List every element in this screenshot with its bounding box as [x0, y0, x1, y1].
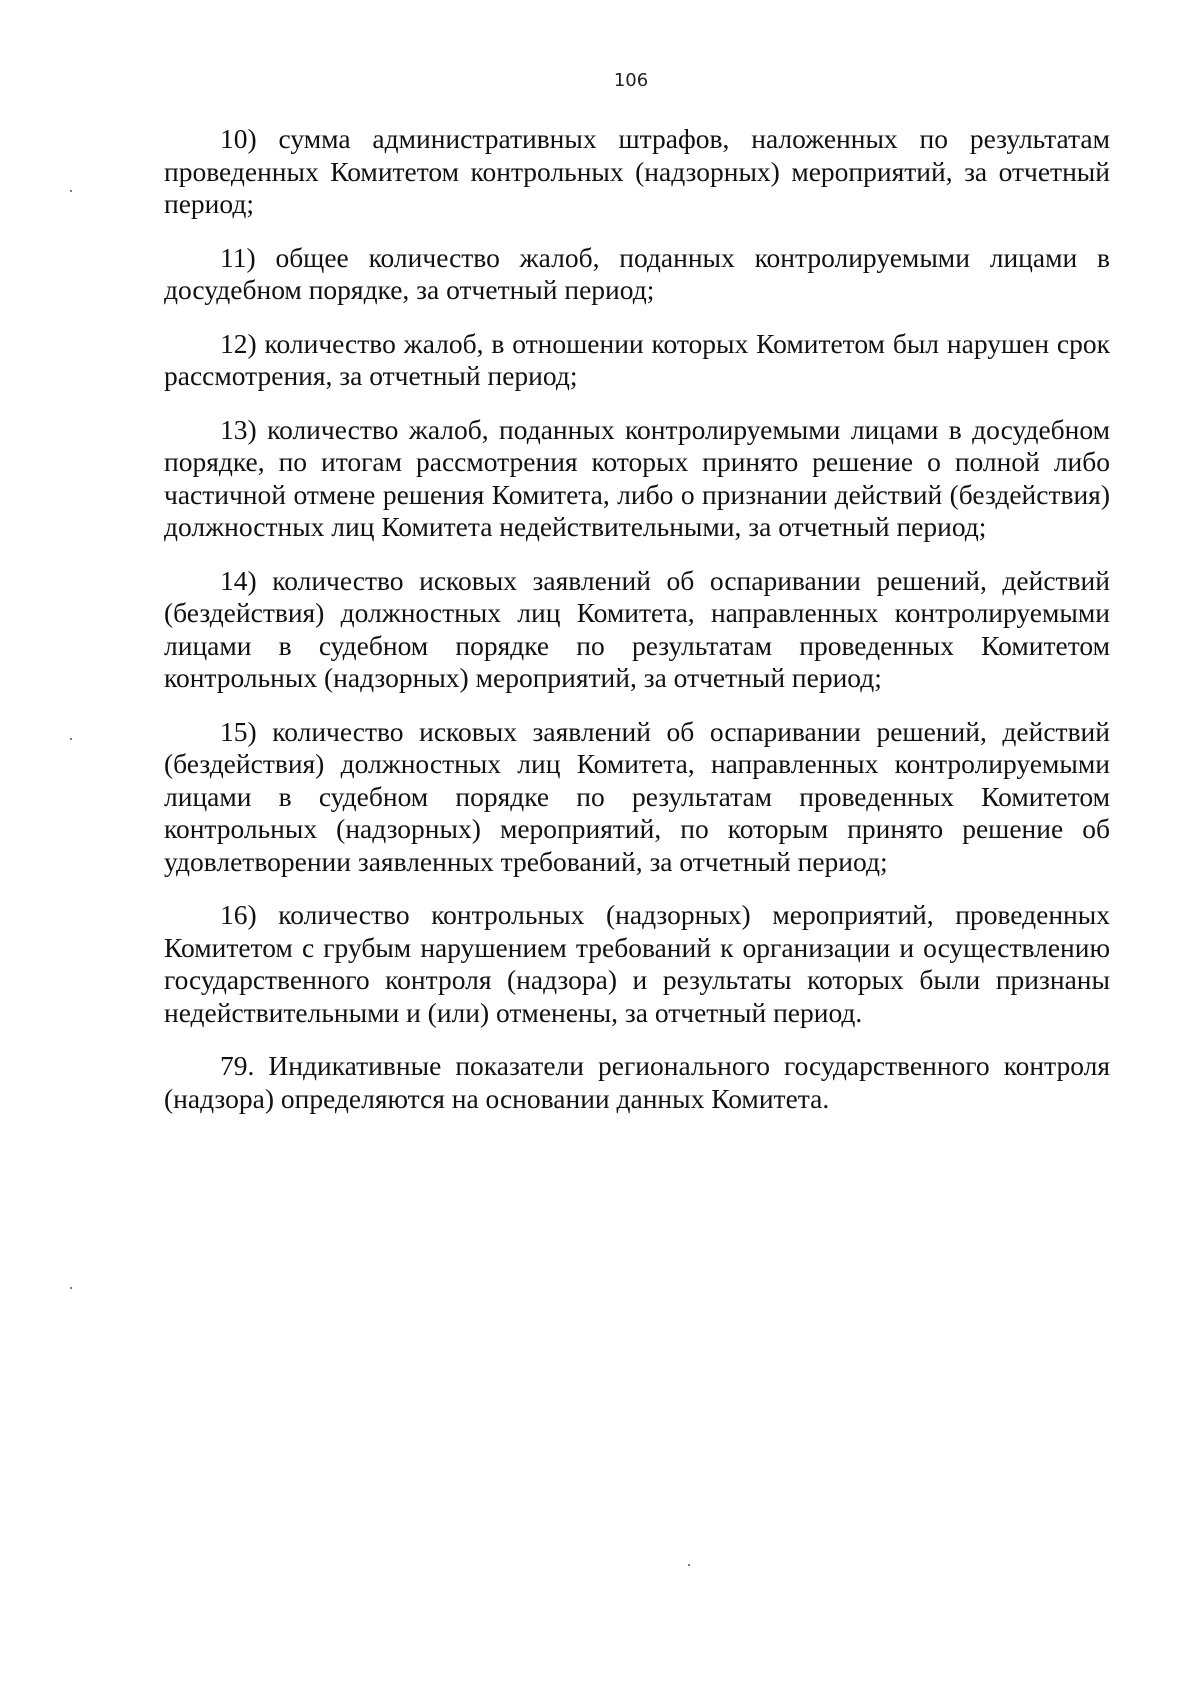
list-item-15: 15) количество исковых заявлений об оспаривании решений, действий (бездействия) должностных лиц Комитета, направленных контролируемыми лицами в судебном порядке по результатам проведенных Комитетом контрольных (надзорных) мероприятий, по которым принято решение об удовлетворении заявленных требований, за отчетный период;: [164, 715, 1110, 877]
scan-speck: [70, 1287, 72, 1289]
document-body: [164, 123, 1110, 1136]
scan-speck: [70, 190, 72, 192]
list-item-13: 13) количество жалоб, поданных контролируемыми лицами в досудебном порядке, по итогам рассмотрения которых принято решение о полной либо частичной отмене решения Комитета, либо о признании действий (бездействия) должностных лиц Комитета недействительными, за отчетный период;: [164, 413, 1110, 542]
list-item-14: 14) количество исковых заявлений об оспаривании решений, действий (бездействия) должностных лиц Комитета, направленных контролируемыми лицами в судебном порядке по результатам проведенных Комитетом контрольных (надзорных) мероприятий, за отчетный период;: [164, 564, 1110, 693]
paragraph-79: 79. Индикативные показатели регионального государственного контроля (надзора) определяются на основании данных Комитета.: [164, 1050, 1110, 1114]
list-item-16: 16) количество контрольных (надзорных) мероприятий, проведенных Комитетом с грубым нарушением требований к организации и осуществлению государственного контроля (надзора) и результаты которых были признаны недействительными и (или) отменены, за отчетный период.: [164, 899, 1110, 1028]
list-item-12: 12) количество жалоб, в отношении которых Комитетом был нарушен срок рассмотрения, за отчетный период;: [164, 327, 1110, 391]
list-item-10: 10) сумма административных штрафов, наложенных по результатам проведенных Комитетом контрольных (надзорных) мероприятий, за отчетный период;: [164, 123, 1110, 219]
page-number: 106: [613, 70, 649, 91]
list-item-11: 11) общее количество жалоб, поданных контролируемыми лицами в досудебном порядке, за отчетный период;: [164, 241, 1110, 305]
scan-speck: [70, 738, 72, 740]
scan-speck: [688, 1564, 690, 1566]
